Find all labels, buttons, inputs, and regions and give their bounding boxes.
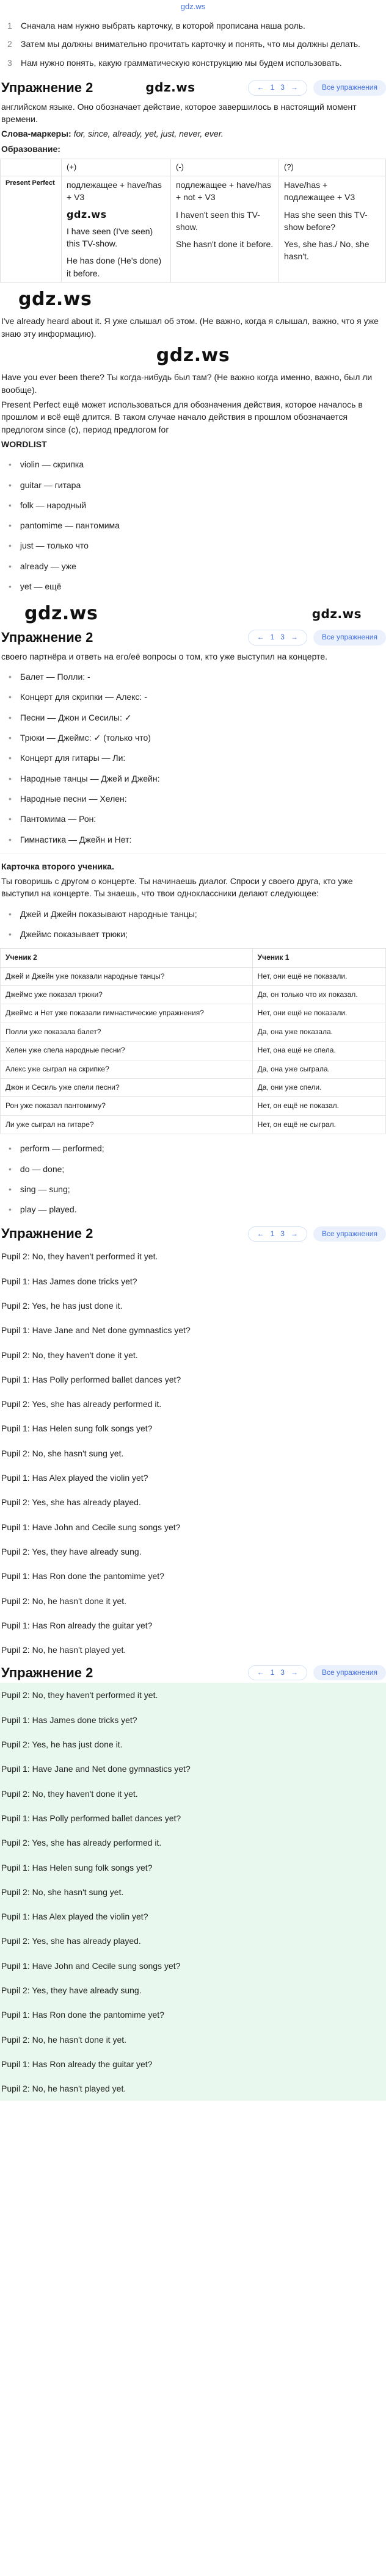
table-row: Ли уже сыграл на гитаре? Нет, он ещё не сыграл. [1,1115,386,1134]
wordlist [0,458,386,592]
dialogue-line: Pupil 1: Has James done tricks yet? [1,1714,137,1725]
dialogue-line: Pupil 1: Has Alex played the violin yet? [1,1473,148,1483]
dialogue-line: Pupil 1: Has Ron done the pantomime yet? [1,2010,164,2020]
list-item: • sing — sung; [9,1183,377,1195]
dialogue-line: Pupil 2: Yes, she has already played. [1,1497,141,1508]
exercise-nav [248,630,386,645]
all-exercises-button[interactable]: Все упражнения [313,80,386,95]
dialogue-line: Pupil 2: No, they haven't done it yet. [1,1788,138,1799]
all-exercises-button[interactable]: Все упражнения [313,630,386,645]
dialogue-line: Pupil 2: No, he hasn't played yet. [1,2084,126,2094]
dialogue-line: Pupil 2: No, he hasn't done it yet. [1,1596,127,1606]
markers: Слова-маркеры: for, since, already, yet, just, never, ever. [1,129,224,139]
all-exercises-button[interactable]: Все упражнения [313,1665,386,1680]
arrow-right-icon[interactable]: → [290,633,298,642]
arrow-right-icon[interactable]: → [290,83,298,92]
list-item: • just — только что [9,539,377,552]
pagination-pill[interactable]: ← 1 3 → [248,1226,307,1242]
list-item: • folk — народный [9,499,377,511]
list-item: • guitar — гитара [9,479,377,491]
task-list [0,671,386,846]
pagination-pill[interactable]: ← 1 3 → [248,80,307,95]
dialogue-line: Pupil 1: Has Ron already the guitar yet? [1,2059,153,2069]
list-item: • Трюки — Джеймс: ✓ (только что) [9,732,377,744]
list-item: • Народные песни — Хелен: [9,793,377,805]
formation-label: Образование: [1,143,60,154]
list-item: • Концерт для скрипки — Алекс: - [9,691,377,703]
dialogue-line: Pupil 1: Has James done tricks yet? [1,1276,137,1286]
dialogue-line: Pupil 1: Has Helen sung folk songs yet? [1,1423,153,1434]
list-item: • violin — скрипка [9,458,377,470]
list-item: • Джеймс показывает трюки; [9,928,377,940]
pagination-pill[interactable]: ← 1 3 → [248,630,307,645]
dialogue-line: Pupil 2: Yes, she has already performed it. [1,1399,162,1409]
arrow-left-icon[interactable]: ← [257,1229,264,1238]
dialogue-line: Pupil 1: Have Jane and Net done gymnastics yet? [1,1764,191,1774]
watermark-logo: gdz.ws [24,603,98,625]
dialogue-line: Pupil 2: Yes, they have already sung. [1,1546,142,1556]
exercise-nav [248,1226,386,1242]
dialogue-line: Pupil 1: Has Ron already the guitar yet? [1,1620,153,1630]
arrow-right-icon[interactable]: → [290,1668,298,1677]
list-item: • play — played. [9,1203,377,1215]
all-exercises-button[interactable]: Все упражнения [313,1226,386,1242]
table-row: Джеймс и Нет уже показали гимнастические упражнения? Нет, они ещё не показали. [1,1004,386,1023]
watermark-logo: gdz.ws [67,208,107,220]
dialog-table: Ученик 2 Ученик 1 Джей и Джейн уже показали народные танцы? Нет, они ещё не показали. Джеймс уже показал трюки? Да, он только что их показал. Джеймс и Нет уже показали гимнастические упражнения? Нет, они ещё не показали. Полли уже показала балет? Да, она уже показала. Хелен уже спела народные песни? Нет, она ещё не спела. Алекс уже сыграл на скрипке? Да, она уже сыграла. Джон и Сесиль уже спели песни? Да, они уже спели. Рон уже показал пантомиму? Нет, он ещё не показал. Ли уже сыграл на гитаре? Нет, он ещё не сыграл. [0,948,386,1134]
dialogue-line: Pupil 1: Has Polly performed ballet dances yet? [1,1374,181,1384]
paragraph: английском языке. Оно обозначает действие, которое завершилось в настоящий момент времени. [1,101,357,124]
dialogue [0,1244,386,1662]
arrow-right-icon[interactable]: → [290,1229,298,1238]
dialogue-line: Pupil 2: Yes, he has just done it. [1,1740,123,1750]
dialogue-line: Pupil 1: Has Polly performed ballet dances yet? [1,1813,181,1823]
dialogue-line: Pupil 2: No, they haven't performed it yet. [1,1251,158,1262]
table-row: Джеймс уже показал трюки? Да, он только что их показал. [1,986,386,1004]
grammar-table: (+) (-) (?) Present Perfect подлежащее + have/has + V3 gdz.ws I have seen (I've seen) this TV-show. He has done (He's done) it before. подлежащее + have/has + not + V3 I haven't seen this TV-show. She hasn't done it before. Have/has + подлежащее + V3 Has she seen this TV-show before? Yes, she has./ No, she hasn't. [0,159,386,282]
table-row: Джон и Сесиль уже спели песни? Да, они уже спели. [1,1079,386,1097]
watermark-logo: gdz.ws [18,288,92,310]
watermark-logo: gdz.ws [311,606,362,621]
list-item: • Концерт для гитары — Ли: [9,752,377,764]
list-item: • pantomime — пантомима [9,519,377,531]
page: gdz.ws 1 Сначала нам нужно выбрать карточку, в которой прописана наша роль. 2 Затем мы должны внимательно прочитать карточку и понять, что мы должны делать. 3 Нам нужно понять, какую грамматическую конструкцию мы будем использовать. Упражнение 2 gdz.ws ← 1 3 → Все упражнения английском языке. Оно обозначает действие, которое завершилось в настоящий момент времени. Слова-маркеры: for, since, already, yet, just, never, ever. Образование: (+) (-) (?) Present Perfect подлежащее + have/has + V3 gdz.ws I have seen (I've seen) this TV-show. He has done (He's done) it before. подлежащее + have/has + not + V3 I haven't seen this TV-show. She hasn't done it before. Have/has + подлежащее + V3 Has she seen this TV-show before? Yes, she has./ No, she hasn't. gdz.ws I've already heard about it. Я уже слышал об этом. (Не важно, когда я слышал, важно, что я уже знаю эту информацию). gdz.ws Have you ever been there? Ты когда-нибудь был там? (Не важно когда именно, важно, был ли вообще). Present Perfect ещё может использоваться для обозначения действия, которое началось в прошлом и всё ещё длится. В таком случае начало действия в прошлом обозначается предлогом since (с), период предлогом for WORDLIST • violin — скрипка • guitar — гитара • folk — народный • pantomime — пантомима • just — только что • already — уже • yet — ещё gdz.ws gdz.ws Упражнение 2 ← 1 3 → Все упражнения своего партнёра и ответь на его/её вопросы о том, кто уже выступил на концерте. • Балет — Полли: - • Концерт для скрипки — Алекс: - • Песни — Джон и Сесилы: ✓ • Трюки — Джеймс: ✓ (только что) • Концерт для гитары — Ли: • Народные танцы — Джей и Джейн: • Народные песни — Хелен: • Пантомима — Рон: • Гимнастика — Джейн и Нет: Карточка второго ученика. Ты говоришь с другом о концерте. Ты начинаешь диалог. Спроси у своего друга, кто уже выступил на концерте. Ты знаешь, что твои одноклассники делают следующее: • Джей и Джейн показывают народные танцы; • Джеймс показывает трюки; Ученик 2 Ученик 1 Джей и Джейн уже показали народные танцы? Нет, они ещё не показали. Джеймс уже показал трюки? Да, он только что их показал. Джеймс и Нет уже показали гимнастические упражнения? Нет, они ещё не показали. Полли уже показала балет? Да, она уже показала. Хелен уже спела народные песни? Нет, она ещё не спела. Алекс уже сыграл на скрипке? Да, она уже сыграла. Джон и Сесиль уже спели песни? Да, они уже спели. Рон уже показал пантомиму? Нет, он ещё не показал. Ли уже сыграл на гитаре? Нет, он ещё не сыграл. • perform — performed; • do — done; • sing — sung; • play — played. Упражнение 2 ← 1 3 → Все упражнения Pupil 2: No, they haven't performed it yet. Pupil 1: Has James done tricks yet? Pupil 2: Yes, he has just done it. Pupil 1: Have Jane and Net done gymnastics yet? Pupil 2: No, they haven't done it yet. Pupil 1: Has Polly performed ballet dances yet? Pupil 2: Yes, she has already performed it. Pupil 1: Has Helen sung folk songs yet? Pupil 2: No, she hasn't sung yet. Pupil 1: Has Alex played the violin yet? Pupil 2: Yes, she has already played. Pupil 1: Have John and Cecile sung songs yet? Pupil 2: Yes, they have already sung. Pupil 1: Has Ron done the pantomime yet? Pupil 2: No, he hasn't done it yet. Pupil 1: Has Ron already the guitar yet? Pupil 2: No, he hasn't played yet. Упражнение 2 ← 1 3 → Все упражнения Pupil 2: No, they haven't performed it yet. Pupil 1: Has James done tricks yet? Pupil 2: Yes, he has just done it. Pupil 1: Have Jane and Net done gymnastics yet? Pupil 2: No, they haven't done it yet. Pupil 1: Has Polly performed ballet dances yet? Pupil 2: Yes, she has already performed it. Pupil 1: Has Helen sung folk songs yet? Pupil 2: No, she hasn't sung yet. Pupil 1: Has Alex played the violin yet? Pupil 2: Yes, she has already played. Pupil 1: Have John and Cecile sung songs yet? Pupil 2: Yes, they have already sung. Pupil 1: Has Ron done the pantomime yet? Pupil 2: No, he hasn't done it yet. Pupil 1: Has Ron already the guitar yet? Pupil 2: No, he hasn't played yet. [0,0,386,2101]
table-row: Рон уже показал пантомиму? Нет, он ещё не показал. [1,1097,386,1115]
list-item: • Пантомима — Рон: [9,813,377,825]
dialogue-line: Pupil 1: Has Ron done the pantomime yet? [1,1571,164,1581]
dialogue [0,1683,386,2101]
list-item: • Балет — Полли: - [9,671,377,683]
exercise-title: Упражнение 2 [1,79,93,95]
exercise-title: Упражнение 2 [1,1226,93,1242]
list-item: • already — уже [9,560,377,572]
exercise-header [0,627,386,648]
dialogue-line: Pupil 2: No, he hasn't played yet. [1,1645,126,1655]
arrow-left-icon[interactable]: ← [257,633,264,642]
arrow-left-icon[interactable]: ← [257,1668,264,1677]
table-row: Хелен уже спела народные песни? Нет, она ещё не спела. [1,1042,386,1060]
dialogue-line: Pupil 2: Yes, she has already performed it. [1,1838,162,1848]
dialogue-line: Pupil 2: Yes, she has already played. [1,1936,141,1946]
list-item: • do — done; [9,1163,377,1175]
table-row: Полли уже показала балет? Да, она уже показала. [1,1023,386,1041]
dialogue-line: Pupil 1: Have Jane and Net done gymnastics yet? [1,1325,191,1336]
dialogue-line: Pupil 1: Have John and Cecile sung songs yet? [1,1960,181,1971]
dialogue-line: Pupil 1: Has Helen sung folk songs yet? [1,1862,153,1873]
list-item: • yet — ещё [9,580,377,592]
exercise-header [0,1662,386,1683]
table-row: Джей и Джейн уже показали народные танцы? Нет, они ещё не показали. [1,967,386,985]
list-item: 3 Нам нужно понять, какую грамматическую конструкцию мы будем использовать. [7,57,342,68]
list-item: 2 Затем мы должны внимательно прочитать карточку и понять, что мы должны делать. [7,39,360,49]
answer-block [0,1662,386,2101]
top-site-link[interactable]: gdz.ws [180,2,206,11]
watermark-logo: gdz.ws [145,80,195,95]
verbs-list [0,1142,386,1215]
exercise-nav [248,1665,386,1680]
exercise-title: Упражнение 2 [1,1664,93,1680]
list-item: • Песни — Джон и Сесилы: ✓ [9,711,377,724]
dialogue-line: Pupil 1: Has Alex played the violin yet? [1,1912,148,1922]
list-item: 1 Сначала нам нужно выбрать карточку, в которой прописана наша роль. [7,21,305,31]
intro-steps [0,11,386,77]
watermark-logo: gdz.ws [156,344,230,366]
dialogue-line: Pupil 2: No, they haven't performed it yet. [1,1690,158,1700]
dialogue-line: Pupil 2: No, he hasn't done it yet. [1,2034,127,2045]
dialogue-line: Pupil 2: No, she hasn't sung yet. [1,1887,124,1897]
dialogue-line: Pupil 2: Yes, they have already sung. [1,1985,142,1995]
exercise-header [0,1223,386,1244]
table-row: Алекс уже сыграл на скрипке? Да, она уже сыграла. [1,1060,386,1078]
exercise-nav [248,80,386,95]
arrow-left-icon[interactable]: ← [257,83,264,92]
card2-list [0,908,386,941]
exercise-title: Упражнение 2 [1,629,93,645]
pagination-pill[interactable]: ← 1 3 → [248,1665,307,1680]
list-item: • Гимнастика — Джейн и Нет: [9,833,377,846]
dialogue-line: Pupil 2: Yes, he has just done it. [1,1300,123,1311]
list-item: • Народные танцы — Джей и Джейн: [9,772,377,785]
list-item: • Джей и Джейн показывают народные танцы; [9,908,377,920]
list-item: • perform — performed; [9,1142,377,1154]
dialogue-line: Pupil 1: Have John and Cecile sung songs yet? [1,1522,181,1532]
dialogue-line: Pupil 2: No, she hasn't sung yet. [1,1448,124,1458]
exercise-header [0,77,386,98]
dialogue-line: Pupil 2: No, they haven't done it yet. [1,1350,138,1360]
